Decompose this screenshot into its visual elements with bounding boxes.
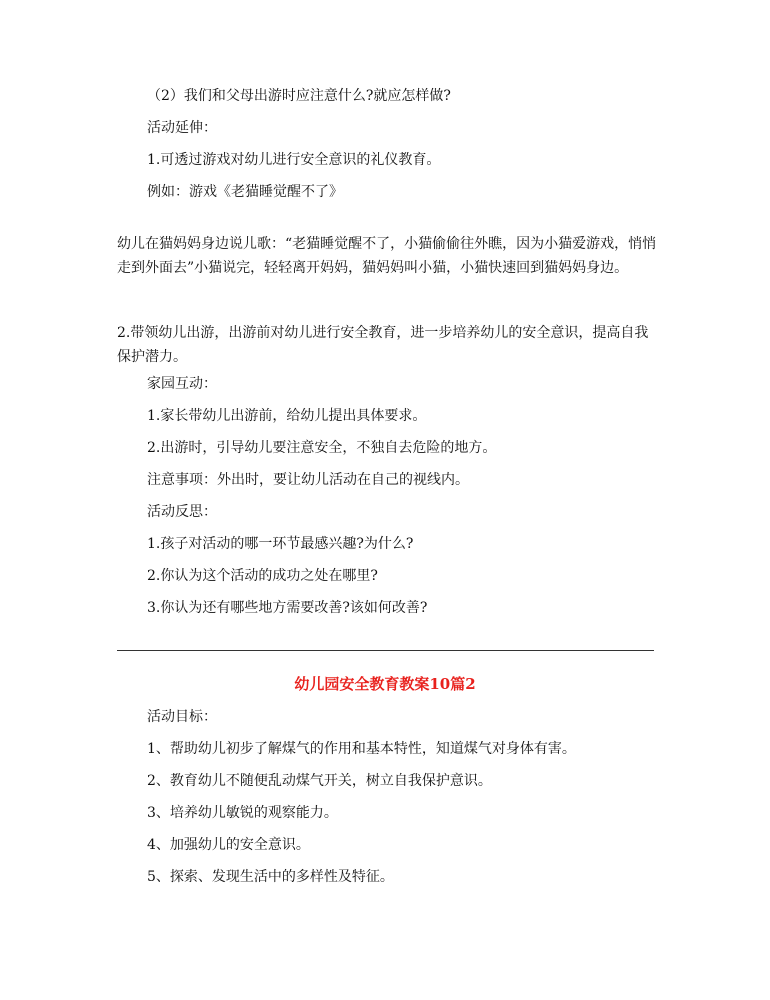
reflection-item-3: 3.你认为还有哪些地方需要改善?该如何改善? <box>147 600 428 616</box>
goal-item-2: 2、教育幼儿不随便乱动煤气开关，树立自我保护意识。 <box>147 773 492 789</box>
reflection-item-2: 2.你认为这个活动的成功之处在哪里? <box>147 568 378 584</box>
goal-item-3: 3、培养幼儿敏锐的观察能力。 <box>147 805 338 821</box>
game-paragraph: 幼儿在猫妈妈身边说儿歌：“老猫睡觉醒不了，小猫偷偷往外瞧，因为小猫爱游戏，悄悄走到外面去”小猫说完，轻轻离开妈妈，猫妈妈叫小猫，小猫快速回到猫妈妈身边。 <box>117 236 657 276</box>
extension-heading: 活动延伸： <box>147 120 217 136</box>
game-example: 例如：游戏《老猫睡觉醒不了》 <box>147 184 343 200</box>
goals-heading: 活动目标： <box>147 709 217 725</box>
notes: 注意事项：外出时，要让幼儿活动在自己的视线内。 <box>147 472 469 488</box>
goal-item-1: 1、帮助幼儿初步了解煤气的作用和基本特性，知道煤气对身体有害。 <box>147 741 576 757</box>
section-title: 幼儿园安全教育教案10篇2 <box>294 675 476 693</box>
home-heading: 家园互动： <box>147 376 217 392</box>
goal-item-5: 5、探索、发现生活中的多样性及特征。 <box>147 869 394 885</box>
goal-item-4: 4、加强幼儿的安全意识。 <box>147 837 310 853</box>
home-item-2: 2.出游时，引导幼儿要注意安全，不独自去危险的地方。 <box>147 440 497 456</box>
home-item-1: 1.家长带幼儿出游前，给幼儿提出具体要求。 <box>147 408 427 424</box>
section-divider <box>117 650 654 651</box>
question-2: （2）我们和父母出游时应注意什么?就应怎样做? <box>147 88 451 104</box>
extension-item-2: 2.带领幼儿出游，出游前对幼儿进行安全教育，进一步培养幼儿的安全意识，提高自我保护潜力。 <box>117 325 649 365</box>
extension-item-1: 1.可透过游戏对幼儿进行安全意识的礼仪教育。 <box>147 152 441 168</box>
reflection-item-1: 1.孩子对活动的哪一环节最感兴趣?为什么? <box>147 536 414 552</box>
reflection-heading: 活动反思： <box>147 504 217 520</box>
